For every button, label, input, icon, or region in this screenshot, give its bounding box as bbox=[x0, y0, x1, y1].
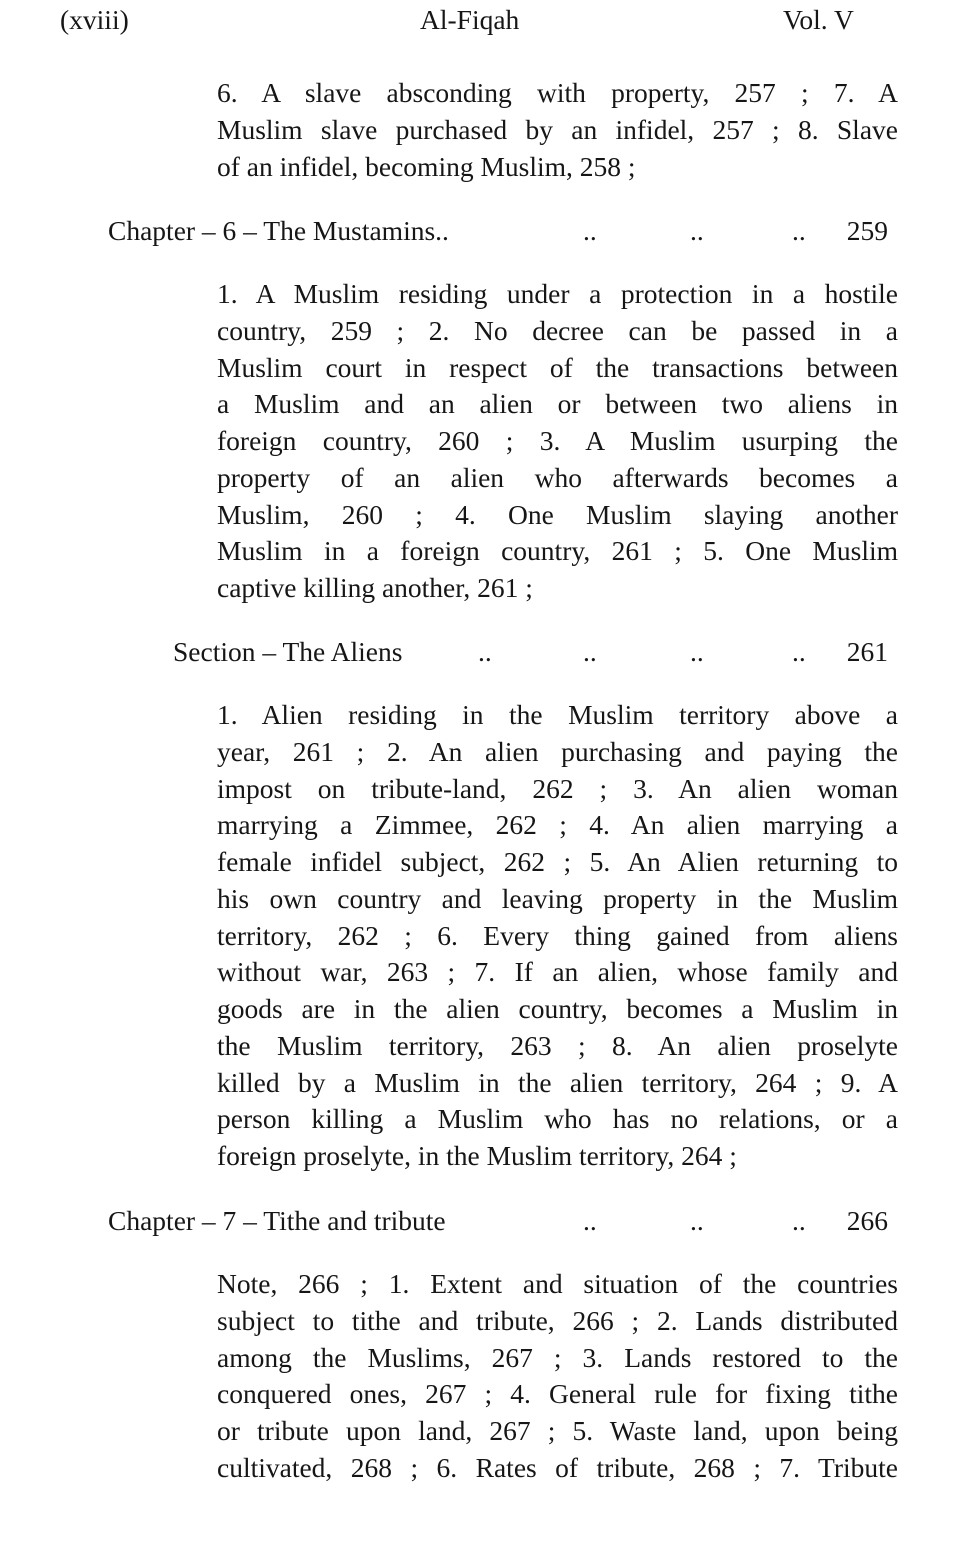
text-line: goods are in the alien country, becomes a Muslim in bbox=[217, 993, 898, 1024]
text-line: a Muslim and an alien or between two aliens in bbox=[217, 388, 898, 420]
text-line: impost on tribute-land, 262 ; 3. An alien woman bbox=[217, 772, 898, 804]
toc-entry-paragraph bbox=[217, 1268, 898, 1489]
text-line: country, 259 ; 2. No decree can be passed in a bbox=[217, 314, 898, 346]
text-line: killed by a Muslim in the alien territory, 264 ; 9. A bbox=[217, 1066, 898, 1098]
page-number-label: (xviii) bbox=[60, 4, 129, 35]
book-title: Al-Fiqah bbox=[420, 4, 520, 35]
text-line: Muslim court in respect of the transactions between bbox=[217, 351, 898, 383]
text-line: foreign proselyte, in the Muslim territory, 264 ; bbox=[217, 1140, 737, 1171]
heading-page-number: 261 bbox=[846, 636, 888, 667]
volume-label: Vol. V bbox=[783, 4, 854, 35]
toc-heading[interactable] bbox=[0, 215, 960, 247]
text-line: without war, 263 ; 7. If an alien, whose family and bbox=[217, 956, 898, 988]
dot-leader: .. bbox=[792, 215, 806, 246]
toc-entry-paragraph bbox=[217, 77, 898, 187]
toc-entry-paragraph bbox=[217, 699, 898, 1177]
text-line: subject to tithe and tribute, 266 ; 2. Lands distributed bbox=[217, 1304, 898, 1336]
text-line: property of an alien who afterwards becomes a bbox=[217, 461, 898, 493]
text-line: the Muslim territory, 263 ; 8. An alien proselyte bbox=[217, 1029, 898, 1061]
dot-leader: .. bbox=[792, 1205, 806, 1236]
text-line: cultivated, 268 ; 6. Rates of tribute, 268 ; 7. Tribute bbox=[217, 1451, 898, 1483]
text-line: Muslim in a foreign country, 261 ; 5. One Muslim bbox=[217, 535, 898, 567]
text-line: of an infidel, becoming Muslim, 258 ; bbox=[217, 150, 636, 182]
toc-heading[interactable] bbox=[0, 1205, 960, 1237]
text-line: female infidel subject, 262 ; 5. An Alien returning to bbox=[217, 846, 898, 877]
text-line: foreign country, 260 ; 3. A Muslim usurping the bbox=[217, 425, 898, 456]
heading-page-number: 266 bbox=[846, 1205, 888, 1236]
text-line: conquered ones, 267 ; 4. General rule for fixing tithe bbox=[217, 1378, 898, 1410]
dot-leader: .. bbox=[583, 1205, 597, 1236]
text-line: territory, 262 ; 6. Every thing gained from aliens bbox=[217, 919, 898, 951]
dot-leader: .. bbox=[478, 636, 492, 667]
text-line: 1. A Muslim residing under a protection in a hostile bbox=[217, 278, 898, 309]
text-line: 1. Alien residing in the Muslim territory above a bbox=[217, 699, 898, 730]
text-line: Note, 266 ; 1. Extent and situation of the countries bbox=[217, 1268, 898, 1299]
heading-title: Chapter – 7 – Tithe and tribute bbox=[108, 1205, 446, 1236]
dot-leader: .. bbox=[583, 636, 597, 667]
dot-leader: .. bbox=[690, 1205, 704, 1236]
text-line: or tribute upon land, 267 ; 5. Waste land, upon being bbox=[217, 1415, 898, 1446]
toc-entry-paragraph bbox=[217, 278, 898, 609]
text-line: Muslim, 260 ; 4. One Muslim slaying another bbox=[217, 498, 898, 530]
toc-heading[interactable] bbox=[0, 636, 960, 668]
heading-page-number: 259 bbox=[846, 215, 888, 246]
text-line: among the Muslims, 267 ; 3. Lands restored to the bbox=[217, 1341, 898, 1373]
text-line: Muslim slave purchased by an infidel, 257 ; 8. Slave bbox=[217, 113, 898, 145]
text-line: captive killing another, 261 ; bbox=[217, 572, 533, 603]
text-line: 6. A slave absconding with property, 257 ; 7. A bbox=[217, 77, 898, 108]
dot-leader: .. bbox=[690, 215, 704, 246]
text-line: year, 261 ; 2. An alien purchasing and paying the bbox=[217, 735, 898, 767]
heading-title: Chapter – 6 – The Mustamins.. bbox=[108, 215, 449, 246]
dot-leader: .. bbox=[792, 636, 806, 667]
text-line: his own country and leaving property in the Muslim bbox=[217, 882, 898, 914]
heading-title: Section – The Aliens bbox=[173, 636, 403, 667]
dot-leader: .. bbox=[583, 215, 597, 246]
text-line: person killing a Muslim who has no relations, or a bbox=[217, 1103, 898, 1135]
text-line: marrying a Zimmee, 262 ; 4. An alien marrying a bbox=[217, 809, 898, 841]
dot-leader: .. bbox=[690, 636, 704, 667]
